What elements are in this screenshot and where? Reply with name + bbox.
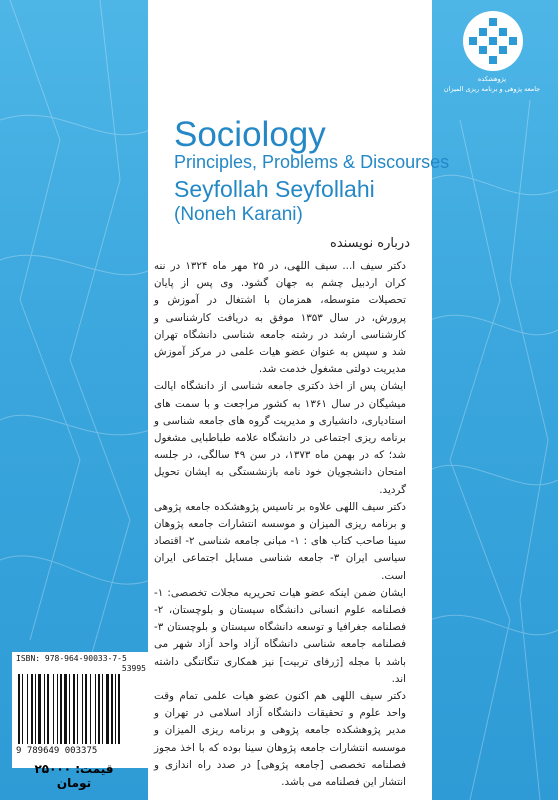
author-name: Seyfollah Seyfollahi bbox=[174, 176, 375, 202]
author-bio bbox=[154, 258, 406, 789]
bio-paragraph: ایشان ضمن اینکه عضو هیات تحریریه مجلات تخصصی: ۱- فصلنامه علوم انسانی دانشگاه سیستان و بلوچستان، ۲- فصلنامه جغرافیا و توسعه دانشگاه سیستان و بلوچستان ۳- فصلنامه جامعه شناسی دانشگاه آزاد واحد آزاد شهر می باشد با مجله [ژرفای تربیت] نیز همکاری تنگاتنگی داشته اند. bbox=[154, 586, 406, 685]
publisher-name bbox=[430, 74, 554, 94]
price-label: قیمت: ۲۵۰۰۰ تومان bbox=[34, 762, 114, 790]
ean-digits: 9 789649 003375 bbox=[16, 746, 98, 756]
publisher-logo-icon bbox=[462, 10, 524, 72]
book-subtitle: Principles, Problems & Discourses bbox=[174, 152, 450, 172]
price-code: 53995 bbox=[121, 664, 146, 673]
publisher-subtitle: جامعه پژوهی و برنامه ریزی المیزان bbox=[443, 85, 541, 93]
bio-paragraph: دکتر سیف اللهی هم اکنون عضو هیات علمی تمام وقت واحد علوم و تحقیقات دانشگاه آزاد اسلامی در تهران و مدیر پژوهشکده جامعه پژوهی و برنامه ریزی المیزان و موسسه انتشارات جامعه پژوهان سینا بوده که با اخذ مجوز فصلنامه تخصصی [جامعه پژوهی] در صدد راه اندازی و انتشار این فصلنامه می باشد. bbox=[154, 690, 406, 789]
isbn-text: ISBN: 978-964-90033-7-5 bbox=[16, 654, 127, 663]
about-author-heading: درباره نویسنده bbox=[330, 236, 410, 251]
bio-paragraph: دکتر سیف اللهی علاوه بر تاسیس پژوهشکده جامعه پژوهی و برنامه ریزی المیزان و موسسه انتشارات جامعه پژوهان سینا صاحب کتاب های : ۱- مبانی جامعه شناسی ۲- اقتصاد سیاسی ایران ۳- جامعه شناسی مسایل اجتماعی ایران است. bbox=[154, 500, 406, 582]
publisher-title: پژوهشکده bbox=[477, 75, 507, 83]
barcode-icon bbox=[18, 674, 144, 744]
bio-paragraph: دکتر سیف ا... سیف اللهی، در ۲۵ مهر ماه ۱۳۲۴ در ننه کران اردبیل چشم به جهان گشود. وی پس از پایان تحصیلات متوسطه، همزمان با اشتغال در آموزش و پرورش، در سال ۱۳۵۳ موفق به دریافت کارشناسی و کارشناسی ارشد در رشته جامعه شناسی دانشگاه تهران شد و سپس به عنوان عضو هیات علمی در مرکز آموزش مدیریت دولتی مشغول خدمت شد. bbox=[154, 260, 406, 376]
book-title: Sociology bbox=[174, 115, 326, 154]
barcode-box bbox=[12, 652, 150, 768]
bio-paragraph: ایشان پس از اخذ دکتری جامعه شناسی از دانشگاه ایالت میشیگان در سال ۱۳۶۱ به کشور مراجعت و با سمت های استادیاری، دانشیاری و مدیریت گروه های جامعه شناسی و برنامه ریزی اجتماعی در دانشگاه علامه طباطبایی مشغول شد؛ که در بهمن ماه ۱۳۷۳، در سن ۴۹ سالگی، در جلسه امتحان دانشجویان خود نامه بازنشستگی به ایشان تحویل گردید. bbox=[154, 380, 406, 496]
translator-name: (Noneh Karani) bbox=[174, 204, 303, 225]
